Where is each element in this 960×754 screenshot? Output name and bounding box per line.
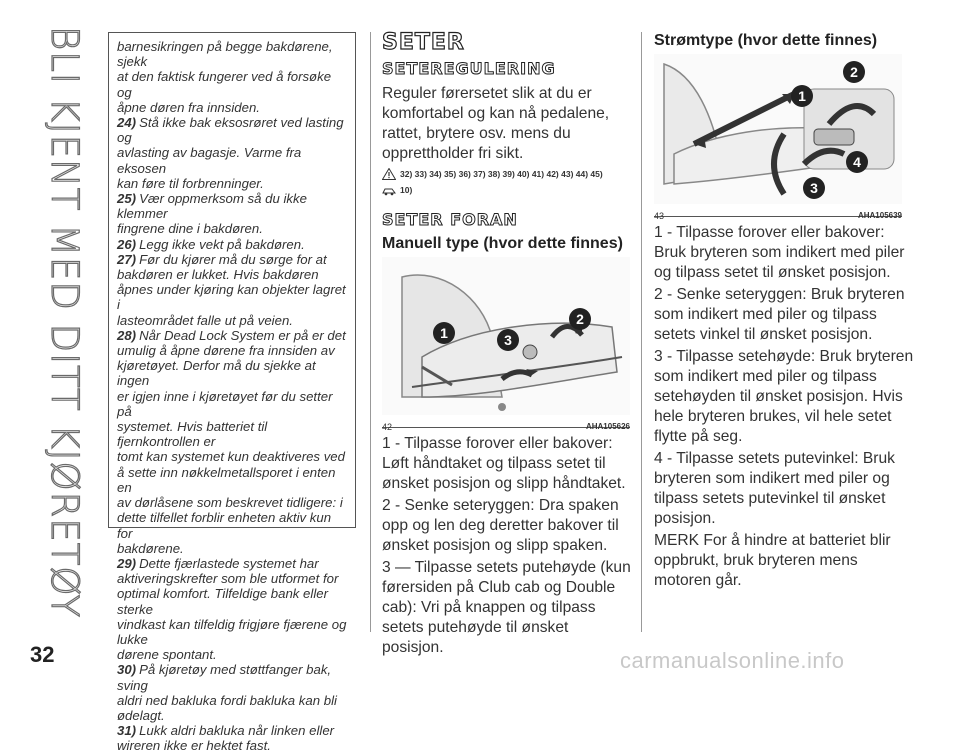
- callout-1: [791, 85, 813, 107]
- notes-box: [108, 32, 356, 754]
- note-text: optimal komfort. Tilfeldige bank eller sterke: [117, 586, 328, 617]
- note-text: Legg ikke vekt på bakdøren.: [139, 236, 305, 252]
- caution-car-icon: [382, 184, 396, 196]
- section-heading: SETER: [382, 30, 465, 55]
- power-seat-illustration: [654, 54, 902, 204]
- note-text: wireren ikke er hektet fast.: [117, 738, 271, 754]
- note-text: av dørlåsene som beskrevet tidligere: i: [117, 495, 343, 511]
- subsection-heading: SETEREGULERING: [382, 59, 556, 78]
- note-line: [117, 465, 349, 495]
- note-text: å sette inn nøkkelmetallsporet i enten en: [117, 464, 336, 495]
- power-type-heading: Strømtype (hvor dette finnes): [654, 32, 878, 49]
- manual-seat-illustration: [382, 257, 630, 415]
- note-text: er igjen inne i kjøretøyet før du setter på: [117, 388, 333, 419]
- note-line: [117, 541, 349, 556]
- note-line: [117, 100, 349, 115]
- note-line: [117, 343, 349, 358]
- note-text: dette tilfellet forblir enheten aktiv kun for: [117, 510, 332, 541]
- note-text: åpnes under kjøring kan objekter lagret i: [117, 282, 346, 313]
- svg-text:3: 3: [504, 332, 512, 348]
- caution-references: [382, 184, 634, 196]
- callout-2: [843, 61, 865, 83]
- page-number: 32: [30, 642, 55, 667]
- note-text: Lukk aldri bakluka når linken eller: [139, 723, 335, 739]
- column-divider: [370, 32, 371, 632]
- note-line: [117, 389, 349, 419]
- chapter-side-tab: [0, 0, 104, 678]
- note-text: Før du kjører må du sørge for at: [139, 251, 327, 267]
- svg-text:4: 4: [853, 154, 861, 170]
- figure-power-seat: [654, 54, 902, 221]
- note-line: [117, 176, 349, 191]
- note-number: 28): [117, 327, 137, 343]
- note-text: bakdøren er lukket. Hvis bakdøren: [117, 267, 319, 283]
- note-text: På kjøretøy med støttfanger bak, sving: [117, 662, 332, 693]
- callout-3: [497, 329, 519, 351]
- instruction-item: 4 - Tilpasse setets putevinkel: Bruk bryteren som indikert med piler og tilpass setets putevinkel til ønsket posisjon.: [654, 450, 895, 527]
- note-text: åpne døren fra innsiden.: [117, 99, 260, 115]
- note-text: dørene spontant.: [117, 647, 217, 663]
- figure-number: 42: [382, 422, 393, 432]
- note-line: [117, 738, 349, 753]
- callout-2: [569, 308, 591, 330]
- note-number: 24): [117, 115, 137, 131]
- figure-code: AHA105626: [585, 422, 630, 431]
- note-line: [117, 495, 349, 510]
- note-line: [117, 419, 349, 449]
- note-text: barnesikringen på begge bakdørene, sjekk: [117, 39, 333, 70]
- figure-caption: [654, 209, 902, 221]
- note-number: 31): [117, 723, 137, 739]
- note-line: [117, 145, 349, 175]
- instruction-item: 2 - Senke seteryggen: Bruk bryteren som indikert med piler og tilpass setets vinkel til ønsket posisjon.: [654, 286, 905, 343]
- warning-reference-list: 32) 33) 34) 35) 36) 37) 38) 39) 40) 41) 42) 43) 44) 45): [400, 169, 603, 179]
- note-number: 30): [117, 662, 137, 678]
- note-line: [117, 69, 349, 99]
- note-line: [117, 586, 349, 616]
- note-line: [117, 647, 349, 662]
- svg-text:1: 1: [798, 88, 806, 104]
- figure-code: AHA105639: [857, 211, 902, 220]
- note-number: 26): [117, 236, 137, 252]
- caution-reference-list: 10): [400, 185, 413, 195]
- callout-3: [803, 177, 825, 199]
- front-seats-heading: SETER FORAN: [382, 210, 518, 229]
- warning-triangle-icon: [382, 168, 396, 180]
- seats-column: [382, 30, 634, 660]
- note-line: [117, 449, 349, 464]
- callout-4: [846, 151, 868, 173]
- note-text: tomt kan systemet kun deaktiveres ved: [117, 449, 345, 465]
- note-text: avlasting av bagasje. Varme fra eksosen: [117, 145, 302, 176]
- instruction-item: 1 - Tilpasse forover eller bakover: Løft håndtaket og tilpass setet til ønsket posisjon og slipp håndtaket.: [382, 435, 626, 492]
- note-line: [117, 556, 349, 571]
- note-line: [117, 510, 349, 540]
- note-line: [117, 313, 349, 328]
- note-line: [117, 221, 349, 236]
- intro-paragraph: Reguler førersetet slik at du er komfortabel og kan nå pedalene, rattet, brytere osv. mens du opprettholder fri sikt.: [382, 85, 610, 162]
- power-seat-column: [654, 30, 914, 593]
- warning-references: [382, 168, 634, 180]
- figure-manual-seat: [382, 257, 630, 432]
- note-line: [117, 237, 349, 252]
- note-line: [117, 191, 349, 221]
- instruction-item: 2 - Senke seteryggen: Dra spaken opp og len deg deretter bakover til ønsket posisjon og slipp spaken.: [382, 497, 619, 554]
- note-text: kan føre til forbrenninger.: [117, 175, 264, 191]
- instruction-item: 3 - Tilpasse setehøyde: Bruk bryteren som indikert med piler og tilpass setehøyden til ønsket posisjon. Hvis hele bryteren brukes, vil hele setet flytte på seg.: [654, 348, 914, 445]
- note-line: [117, 358, 349, 388]
- note-line: [117, 693, 349, 708]
- note-line: [117, 115, 349, 145]
- watermark: carmanualsonline.info: [620, 648, 845, 673]
- note-text: lasteområdet falle ut på veien.: [117, 312, 293, 328]
- note-line: [117, 708, 349, 723]
- instruction-item: 3 — Tilpasse setets putehøyde (kun førersiden på Club cab og Double cab): Vri på knappen og tilpass setets putehøyde til ønsket posisjon.: [382, 559, 631, 656]
- note-line: [117, 252, 349, 267]
- note-line: [117, 282, 349, 312]
- svg-text:2: 2: [850, 64, 858, 80]
- note-text: vindkast kan tilfeldig frigjøre fjærene og lukke: [117, 616, 347, 647]
- note-paragraph: MERK For å hindre at batteriet blir oppbrukt, bruk bryteren mens motoren går.: [654, 532, 891, 589]
- note-line: [117, 571, 349, 586]
- note-number: 29): [117, 555, 137, 571]
- note-text: ødelagt.: [117, 707, 165, 723]
- chapter-title: BLI KJENT MED DITT KJØRETØY: [43, 26, 86, 619]
- svg-text:1: 1: [440, 325, 448, 341]
- note-text: at den faktisk fungerer ved å forsøke og: [117, 69, 332, 100]
- note-number: 27): [117, 251, 137, 267]
- callout-1: [433, 322, 455, 344]
- note-text: Stå ikke bak eksosrøret ved lasting og: [117, 115, 344, 146]
- note-text: umulig å åpne dørene fra innsiden av: [117, 343, 335, 359]
- instruction-item: 1 - Tilpasse forover eller bakover: Bruk bryteren som indikert med piler og tilpass setet til ønsket posisjon.: [654, 224, 905, 281]
- manual-type-heading: Manuell type (hvor dette finnes): [382, 235, 623, 252]
- svg-text:3: 3: [810, 180, 818, 196]
- note-text: systemet. Hvis batteriet til fjernkontrollen er: [117, 419, 268, 450]
- note-text: fingrene dine i bakdøren.: [117, 221, 263, 237]
- note-line: [117, 39, 349, 69]
- note-text: Når Dead Lock System er på er det: [139, 327, 346, 343]
- note-line: [117, 267, 349, 282]
- note-number: 25): [117, 191, 137, 207]
- note-text: kjøretøyet. Derfor må du sjekke at ingen: [117, 358, 316, 389]
- column-divider: [641, 32, 642, 632]
- note-text: aktiveringskrefter som ble utformet for: [117, 571, 339, 587]
- note-text: aldri ned bakluka fordi bakluka kan bli: [117, 692, 337, 708]
- svg-text:2: 2: [576, 311, 584, 327]
- figure-caption: [382, 420, 630, 432]
- note-line: [117, 723, 349, 738]
- figure-number: 43: [654, 211, 665, 221]
- note-text: Dette fjærlastede systemet har: [139, 555, 319, 571]
- note-text: bakdørene.: [117, 540, 184, 556]
- note-line: [117, 617, 349, 647]
- note-text: Vær oppmerksom så du ikke klemmer: [117, 191, 307, 222]
- note-line: [117, 328, 349, 343]
